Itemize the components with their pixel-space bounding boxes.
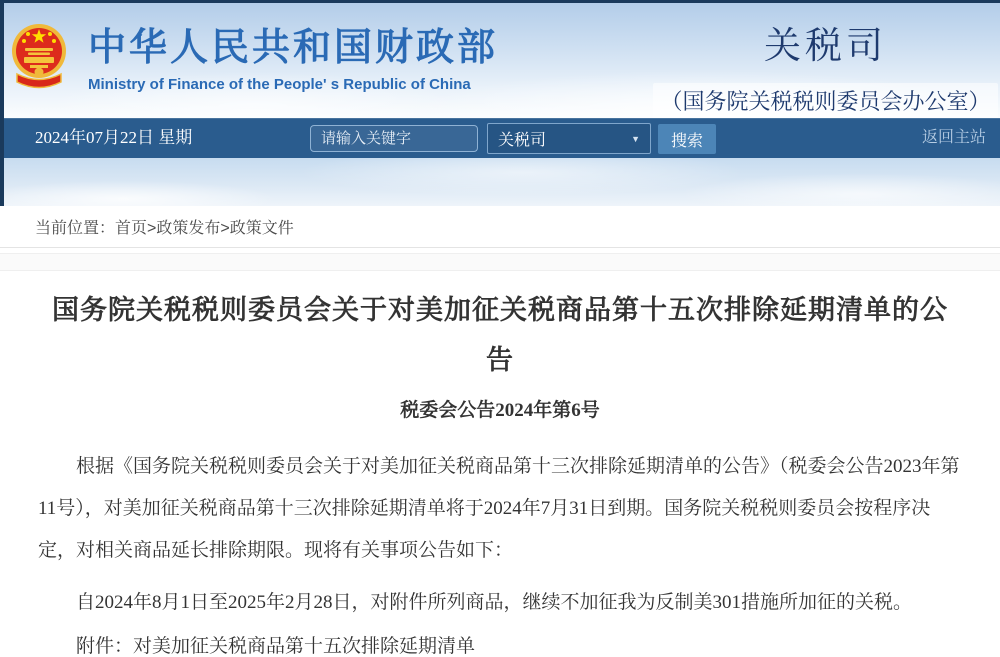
- article-attachment-line: 附件：对美加征关税商品第十五次排除延期清单: [76, 636, 476, 657]
- search-scope-select[interactable]: [487, 123, 651, 154]
- department-title-block: [653, 15, 998, 119]
- breadcrumb-label: 当前位置：: [35, 220, 116, 237]
- ministry-title-cn: 中华人民共和国财政部: [88, 27, 499, 69]
- section-divider: [0, 253, 1000, 271]
- announcement-article: [0, 285, 1000, 657]
- article-title: 国务院关税税则委员会关于对美加征关税商品第十五次排除延期清单的公告: [52, 295, 948, 375]
- breadcrumb-path[interactable]: 首页>政策发布>政策文件: [115, 220, 294, 237]
- chevron-down-icon: ▼: [631, 133, 640, 144]
- search-input[interactable]: [310, 125, 478, 152]
- breadcrumb: [0, 206, 1000, 248]
- search-button[interactable]: 搜索: [658, 124, 716, 154]
- search-scope-value: 关税司: [498, 132, 547, 149]
- top-navbar: [4, 118, 1000, 158]
- site-header: [4, 3, 1000, 118]
- header-banner-area: [0, 0, 1000, 206]
- department-name: 关税司: [764, 25, 887, 66]
- article-paragraph: 根据《国务院关税税则委员会关于对美加征关税商品第十三次排除延期清单的公告》（税委会公告2023年第11号），对美加征关税商品第十三次排除延期清单将于2024年7月31日到期。国务院关税税则委员会按程序决定，对相关商品延长排除期限。现将有关事项公告如下：: [38, 456, 960, 561]
- ministry-title-en: Ministry of Finance of the People' s Republic of China: [88, 76, 471, 93]
- back-to-main-site-link[interactable]: 返回主站: [921, 129, 986, 146]
- national-emblem-icon: [10, 21, 68, 91]
- banner-clouds: [4, 158, 1000, 206]
- ministry-title-block: [88, 16, 498, 93]
- department-office: （国务院关税税则委员会办公室）: [653, 83, 998, 119]
- current-date: 2024年07月22日 星期: [35, 128, 193, 147]
- article-paragraph: 自2024年8月1日至2025年2月28日，对附件所列商品，继续不加征我为反制美301措施所加征的关税。: [76, 592, 913, 613]
- document-number: 税委会公告2024年第6号: [400, 400, 600, 421]
